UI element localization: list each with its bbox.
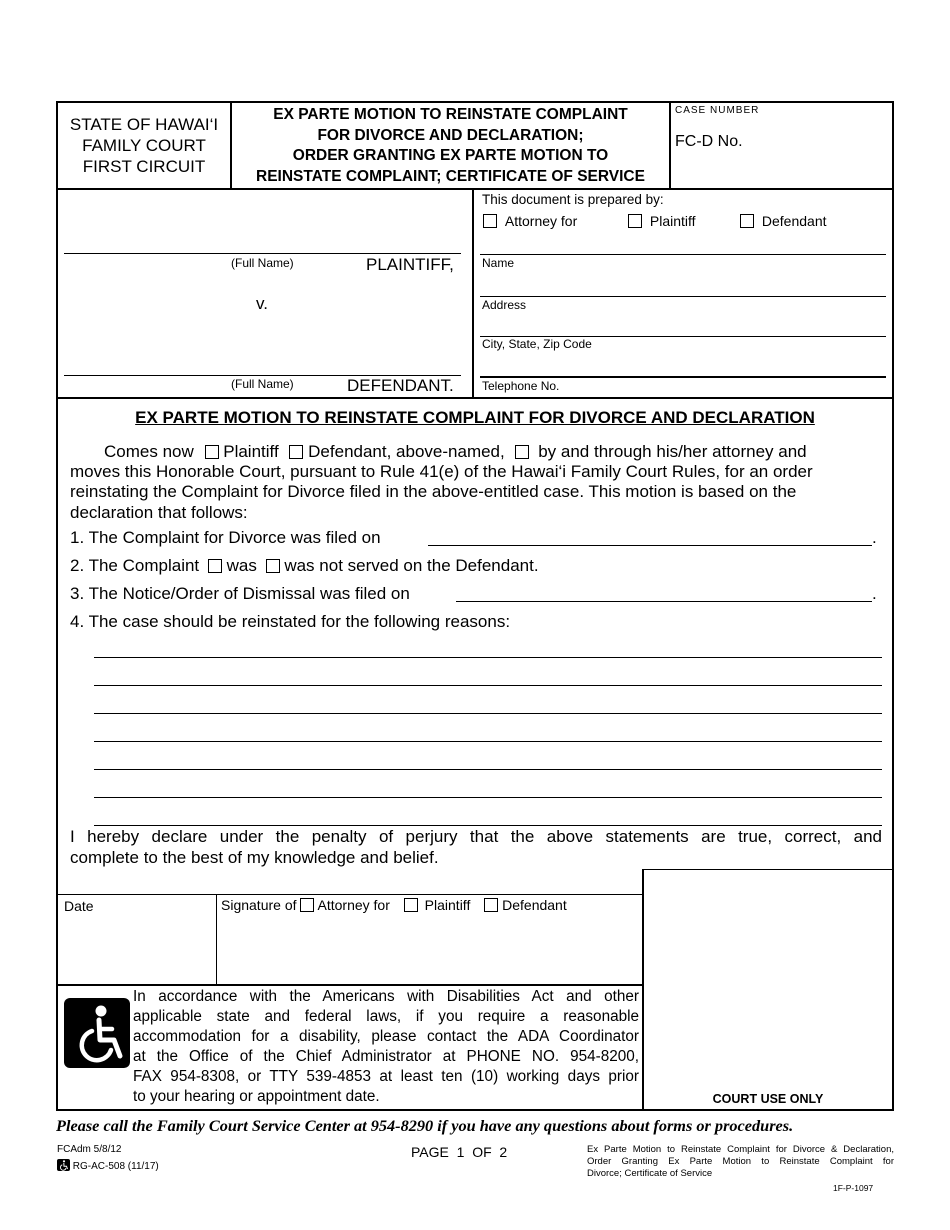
- case-number-prefix: FC-D No.: [675, 133, 743, 150]
- ada-code-row: RG-AC-508 (11/17): [57, 1159, 159, 1172]
- case-number-field[interactable]: [750, 128, 880, 152]
- signature-top-rule: [56, 894, 643, 895]
- wheelchair-icon: [64, 998, 130, 1068]
- sig-defendant-checkbox[interactable]: [484, 898, 498, 912]
- form-code: FCAdm 5/8/12: [57, 1144, 122, 1155]
- intro-plaintiff-checkbox[interactable]: [205, 445, 219, 459]
- declaration-line2: complete to the best of my knowledge and belief.: [70, 848, 439, 867]
- served-checkbox[interactable]: [208, 559, 222, 573]
- address-label: Address: [482, 298, 527, 312]
- item-3: 3. The Notice/Order of Dismissal was filed on: [70, 584, 410, 603]
- prepared-by-defendant[interactable]: Defendant: [740, 213, 827, 229]
- item-3-period: .: [872, 584, 877, 603]
- declaration-line1: I hereby declare under the penalty of perjury that the above statements are true, correct, and: [70, 827, 882, 846]
- name-label: Name: [482, 256, 515, 270]
- defendant-full-name-label: (Full Name): [231, 377, 294, 391]
- item-1-period: .: [872, 528, 877, 547]
- not-served-checkbox[interactable]: [266, 559, 280, 573]
- small-wheelchair-icon: [57, 1159, 70, 1171]
- item-4: 4. The case should be reinstated for the following reasons:: [70, 612, 511, 631]
- item-1-date-line[interactable]: [428, 545, 872, 546]
- parties-divider: [472, 188, 474, 398]
- plaintiff-full-name-label: (Full Name): [231, 256, 294, 270]
- prepared-by-top-line: [480, 254, 886, 255]
- page-indicator: PAGE 1 OF 2: [411, 1144, 508, 1160]
- city-line[interactable]: [480, 376, 886, 378]
- signature-field[interactable]: [220, 915, 638, 981]
- court-use-top-rule: [642, 869, 894, 870]
- plaintiff-label: PLAINTIFF,: [366, 255, 454, 274]
- reason-line[interactable]: [94, 769, 882, 770]
- date-field[interactable]: [60, 915, 210, 981]
- reason-line[interactable]: [94, 685, 882, 686]
- header-bottom-rule: [56, 188, 894, 190]
- phone-label: Telephone No.: [482, 379, 560, 393]
- sig-plaintiff-checkbox[interactable]: [404, 898, 418, 912]
- signature-bottom-rule: [56, 984, 643, 986]
- form-number: 1F-P-1097: [833, 1183, 874, 1193]
- signature-of-row: Signature of Attorney for Plaintiff Defendant: [221, 897, 567, 913]
- intro-defendant-checkbox[interactable]: [289, 445, 303, 459]
- case-number-label: CASE NUMBER: [675, 105, 760, 116]
- reason-line[interactable]: [94, 797, 882, 798]
- motion-heading: EX PARTE MOTION TO REINSTATE COMPLAINT FOR DIVORCE AND DECLARATION: [135, 408, 815, 427]
- reason-line[interactable]: [94, 825, 882, 826]
- service-center-notice: Please call the Family Court Service Center at 954-8290 if you have any questions about forms or procedures.: [56, 1116, 794, 1135]
- reason-line[interactable]: [94, 657, 882, 658]
- prepared-by-plaintiff[interactable]: Plaintiff: [628, 213, 696, 229]
- prepared-by-attorney[interactable]: Attorney for: [483, 213, 577, 229]
- item-3-date-line[interactable]: [456, 601, 872, 602]
- reason-line[interactable]: [94, 713, 882, 714]
- sig-attorney-checkbox[interactable]: [300, 898, 314, 912]
- name-line[interactable]: [480, 296, 886, 297]
- motion-intro-line4: declaration that follows:: [70, 503, 248, 522]
- parties-bottom-rule: [56, 397, 894, 399]
- date-label: Date: [64, 898, 94, 914]
- defendant-label: DEFENDANT.: [347, 376, 454, 395]
- prepared-by-label: This document is prepared by:: [482, 192, 664, 207]
- form-title: EX PARTE MOTION TO REINSTATE COMPLAINT FOR DIVORCE AND DECLARATION; ORDER GRANTING EX PARTE MOTION TO REINSTATE COMPLAINT; CERTIFICATE OF SERVICE: [256, 106, 645, 185]
- plaintiff-name-line[interactable]: [64, 253, 461, 254]
- court-use-only-label: COURT USE ONLY: [712, 1092, 824, 1106]
- versus-text: v.: [256, 294, 268, 313]
- motion-intro-line2: moves this Honorable Court, pursuant to Rule 41(e) of the Hawai‘i Family Court Rules, for an order: [70, 462, 813, 481]
- date-divider: [216, 894, 217, 985]
- item-2: 2. The Complaint was was not served on the Defendant.: [70, 556, 539, 575]
- ada-notice: In accordance with the Americans with Disabilities Act and other applicable state and federal laws, if you require a reasonable accommodation for a disability, please contact the ADA Coordinator at the Office of the Chief Administrator at PHONE NO. 954-8200, FAX 954-8308, or TTY 539-4853 at least ten (10) working days prior to your hearing or appointment date.: [133, 988, 639, 1105]
- reason-line[interactable]: [94, 741, 882, 742]
- intro-attorney-checkbox[interactable]: [515, 445, 529, 459]
- motion-intro-line1: Comes now Plaintiff Defendant, above-named, by and through his/her attorney and: [104, 442, 807, 461]
- court-use-divider: [642, 869, 644, 1111]
- motion-intro-line3: reinstating the Complaint for Divorce filed in the above-entitled case. This motion is based on the: [70, 482, 797, 501]
- header-divider-right: [669, 101, 671, 189]
- attorney-checkbox[interactable]: [483, 214, 497, 228]
- plaintiff-checkbox[interactable]: [628, 214, 642, 228]
- city-label: City, State, Zip Code: [482, 337, 592, 351]
- document-description: Ex Parte Motion to Reinstate Complaint for Divorce & Declaration, Order Granting Ex Parte Motion to Reinstate Complaint for Divorce; Certificate of Service: [587, 1144, 894, 1179]
- court-name: STATE OF HAWAI‘I FAMILY COURT FIRST CIRCUIT: [69, 115, 219, 176]
- defendant-checkbox[interactable]: [740, 214, 754, 228]
- item-1: 1. The Complaint for Divorce was filed on: [70, 528, 381, 547]
